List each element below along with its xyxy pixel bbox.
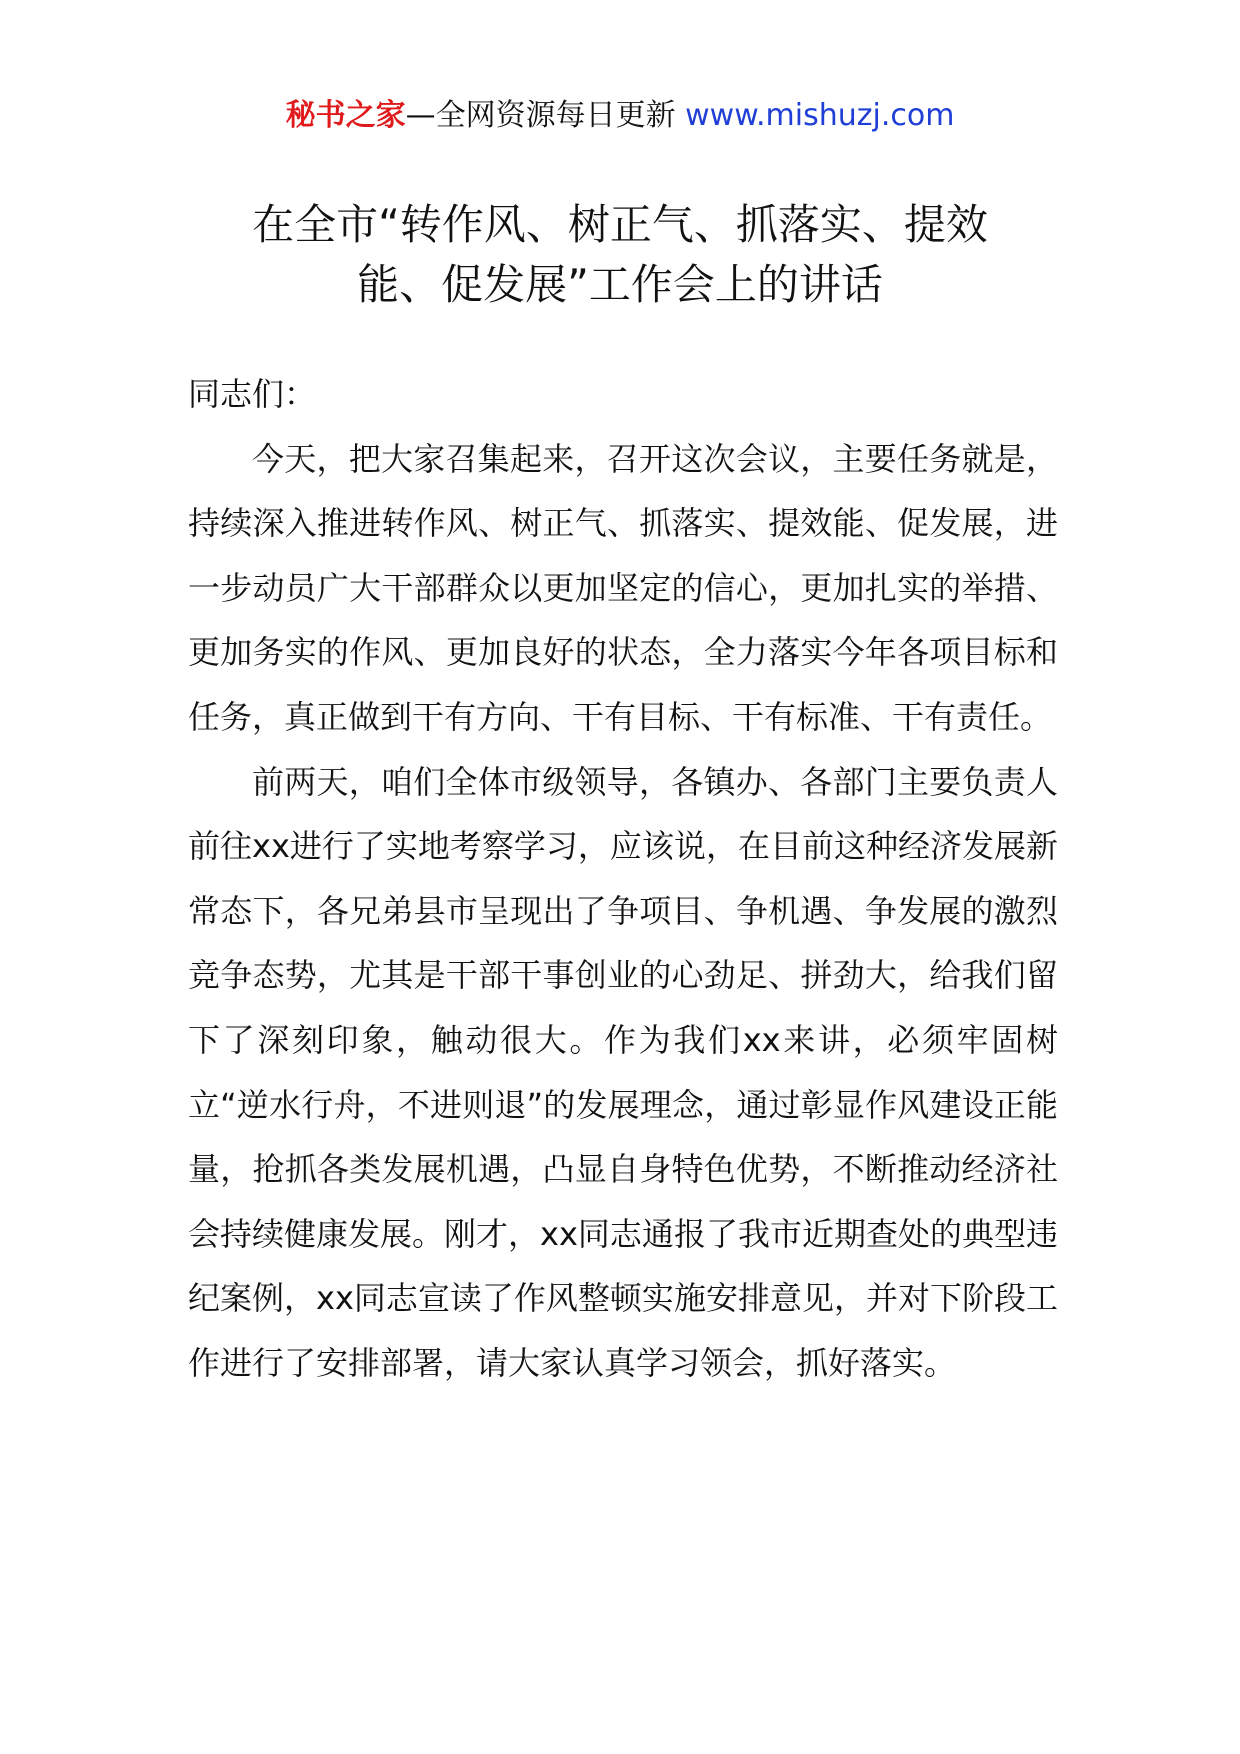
paragraph-2: 前两天，咱们全体市级领导，各镇办、各部门主要负责人前往xx进行了实地考察学习，应该说，在目前这种经济发展新常态下，各兄弟县市呈现出了争项目、争机遇、争发展的激烈竞争态势，尤其是干部干事创业的心劲足、拼劲大，给我们留下了深刻印象，触动很大。作为我们xx来讲，必须牢固树立“逆水行舟，不进则退”的发展理念，通过彰显作风建设正能量，抢抓各类发展机遇，凸显自身特色优势，不断推动经济社会持续健康发展。刚才，xx同志通报了我市近期查处的典型违纪案例，xx同志宣读了作风整顿实施安排意见，并对下阶段工作进行了安排部署，请大家认真学习领会，抓好落实。	[188, 762, 1058, 1382]
header-slogan: —全网资源每日更新	[405, 98, 686, 133]
site-url-link[interactable]: www.mishuzj.com	[685, 98, 955, 133]
document-title	[160, 195, 1080, 315]
salutation: 同志们：	[188, 375, 317, 413]
brand-name: 秘书之家	[285, 98, 406, 133]
title-line-1: 在全市“转作风、树正气、抓落实、提效	[252, 200, 988, 249]
paragraph-1: 今天，把大家召集起来，召开这次会议，主要任务就是，持续深入推进转作风、树正气、抓落实、提效能、促发展，进一步动员广大干部群众以更加坚定的信心，更加扎实的举措、更加务实的作风、更加良好的状态，全力落实今年各项目标和任务，真正做到干有方向、干有目标、干有标准、干有责任。	[188, 439, 1058, 736]
site-header	[0, 96, 1240, 136]
title-line-2: 能、促发展”工作会上的讲话	[357, 260, 883, 309]
document-body	[188, 362, 1058, 1396]
